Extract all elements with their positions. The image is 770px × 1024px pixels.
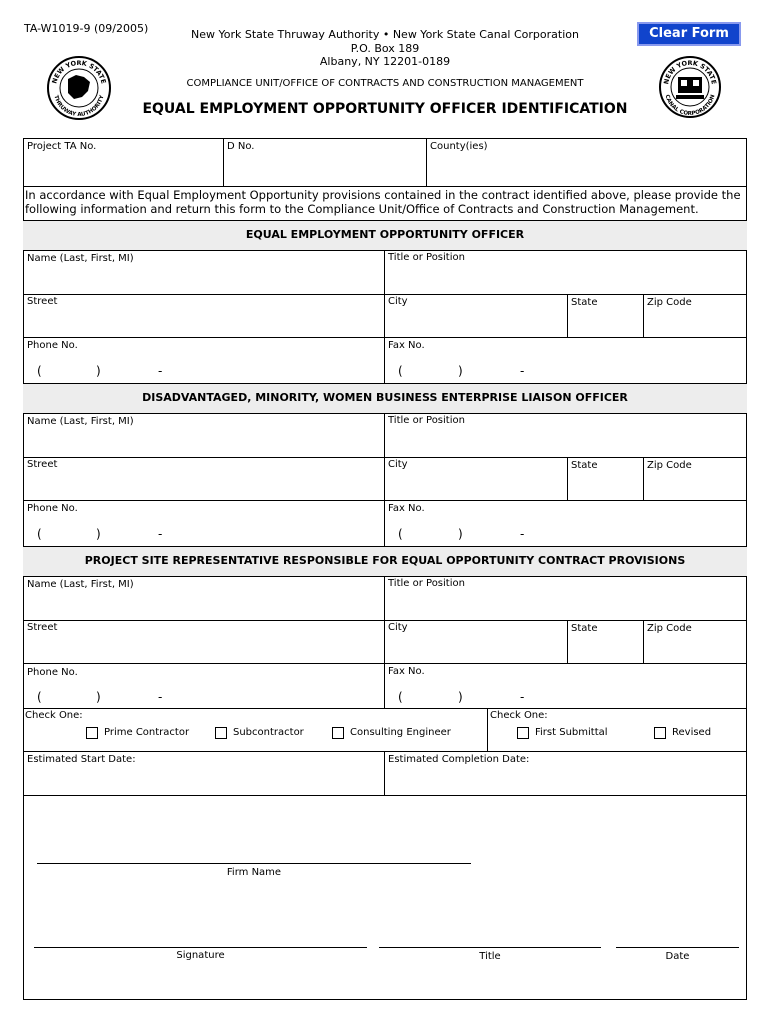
name-label: Name (Last, First, MI) [27, 579, 134, 590]
canal-corporation-logo [658, 55, 722, 119]
fax-label: Fax No. [388, 666, 425, 677]
counties-field[interactable] [427, 154, 745, 184]
consulting-engineer-checkbox[interactable] [332, 727, 344, 739]
fax-dash: - [520, 527, 525, 541]
subcontractor-label: Subcontractor [233, 727, 304, 738]
phone-dash: - [158, 690, 163, 704]
firm-name-line[interactable] [37, 863, 471, 864]
title-position-label: Title or Position [388, 578, 465, 589]
thruway-logo-text-top: NEW YORK STATE [50, 59, 108, 85]
title-position-label: Title or Position [388, 252, 465, 263]
subcontractor-checkbox[interactable] [215, 727, 227, 739]
section-dbe-liaison-header: DISADVANTAGED, MINORITY, WOMEN BUSINESS ENTERPRISE LIAISON OFFICER [23, 383, 747, 414]
consulting-engineer-label: Consulting Engineer [350, 727, 451, 738]
city-label: City [388, 622, 408, 633]
phone-dash: - [158, 364, 163, 378]
street-label: Street [27, 296, 58, 307]
fax-close-paren: ) [458, 364, 463, 378]
project-ta-field[interactable] [24, 154, 222, 184]
address-line-1: P.O. Box 189 [350, 42, 420, 55]
city-label: City [388, 459, 408, 470]
signature-line[interactable] [34, 947, 367, 948]
thruway-authority-logo [46, 55, 112, 121]
unit-name: COMPLIANCE UNIT/OFFICE OF CONTRACTS AND CONSTRUCTION MANAGEMENT [186, 78, 584, 89]
state-label: State [571, 297, 598, 308]
title-position-label: Title or Position [388, 415, 465, 426]
prime-contractor-label: Prime Contractor [104, 727, 190, 738]
project-ta-label: Project TA No. [27, 141, 97, 152]
state-label: State [571, 460, 598, 471]
date-label: Date [665, 951, 690, 962]
canal-logo-text-bottom: CANAL CORPORATION [663, 94, 717, 118]
check-one-label-right: Check One: [490, 710, 548, 721]
start-date-field[interactable] [24, 766, 382, 793]
street-label: Street [27, 622, 58, 633]
name-label: Name (Last, First, MI) [27, 416, 134, 427]
signature-label: Signature [176, 950, 225, 961]
name-label: Name (Last, First, MI) [27, 253, 134, 264]
fax-dash: - [520, 690, 525, 704]
first-submittal-label: First Submittal [535, 727, 608, 738]
zip-label: Zip Code [647, 460, 692, 471]
phone-close-paren: ) [96, 364, 101, 378]
title-label: Title [479, 951, 501, 962]
clear-form-button[interactable]: Clear Form [637, 22, 741, 46]
phone-label: Phone No. [27, 667, 78, 678]
form-number: TA-W1019-9 (09/2005) [24, 22, 149, 35]
city-label: City [388, 296, 408, 307]
phone-label: Phone No. [27, 340, 78, 351]
phone-label: Phone No. [27, 503, 78, 514]
fax-open-paren: ( [398, 690, 403, 704]
zip-label: Zip Code [647, 623, 692, 634]
title-line[interactable] [379, 947, 601, 948]
first-submittal-checkbox[interactable] [517, 727, 529, 739]
fax-open-paren: ( [398, 527, 403, 541]
agency-line: New York State Thruway Authority • New York State Canal Corporation [191, 28, 579, 41]
start-date-label: Estimated Start Date: [27, 754, 136, 765]
thruway-logo-text-bottom: THRUWAY AUTHORITY [52, 94, 106, 119]
date-line[interactable] [616, 947, 739, 948]
instructions-text: In accordance with Equal Employment Opportunity provisions contained in the contract identified above, please provide the following information and return this form to the Compliance Unit/Office of Contracts and Construction Management. [25, 188, 741, 216]
phone-open-paren: ( [37, 364, 42, 378]
page-title: EQUAL EMPLOYMENT OPPORTUNITY OFFICER IDENTIFICATION [142, 101, 628, 117]
prime-contractor-checkbox[interactable] [86, 727, 98, 739]
d-no-label: D No. [227, 141, 255, 152]
fax-close-paren: ) [458, 690, 463, 704]
completion-date-field[interactable] [386, 766, 745, 793]
fax-label: Fax No. [388, 340, 425, 351]
zip-label: Zip Code [647, 297, 692, 308]
fax-open-paren: ( [398, 364, 403, 378]
counties-label: County(ies) [430, 141, 488, 152]
revised-label: Revised [672, 727, 712, 738]
state-label: State [571, 623, 598, 634]
canal-logo-text-top: NEW YORK STATE [662, 59, 718, 86]
address-line-2: Albany, NY 12201-0189 [319, 55, 451, 68]
fax-label: Fax No. [388, 503, 425, 514]
section-eeo-officer-header: EQUAL EMPLOYMENT OPPORTUNITY OFFICER [23, 220, 747, 251]
phone-dash: - [158, 527, 163, 541]
fax-dash: - [520, 364, 525, 378]
phone-close-paren: ) [96, 527, 101, 541]
check-one-label-left: Check One: [25, 710, 83, 721]
firm-name-label: Firm Name [226, 867, 282, 878]
street-label: Street [27, 459, 58, 470]
fax-close-paren: ) [458, 527, 463, 541]
completion-date-label: Estimated Completion Date: [388, 754, 530, 765]
revised-checkbox[interactable] [654, 727, 666, 739]
d-no-field[interactable] [224, 154, 425, 184]
section-site-representative-header: PROJECT SITE REPRESENTATIVE RESPONSIBLE FOR EQUAL OPPORTUNITY CONTRACT PROVISIONS [23, 546, 747, 577]
phone-close-paren: ) [96, 690, 101, 704]
phone-open-paren: ( [37, 527, 42, 541]
phone-open-paren: ( [37, 690, 42, 704]
